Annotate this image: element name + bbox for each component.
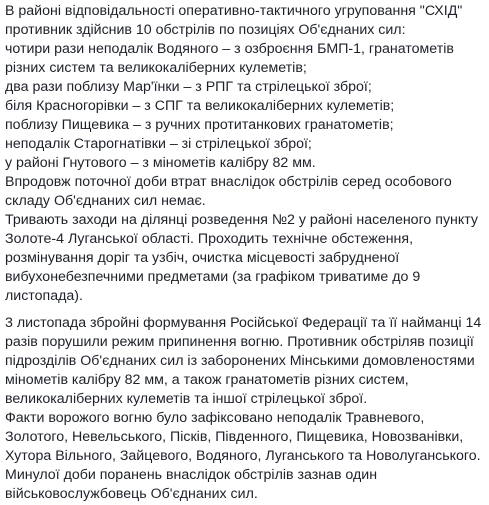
text-line: В районі відповідальності оперативно-тактичного угруповання "СХІД": [5, 3, 463, 19]
text-line: Золотого, Невельського, Пісків, Південного, Пищевика, Новозванівки,: [5, 429, 464, 445]
text-line: два рази поблизу Мар'їнки – з РПГ та стрілецької зброї;: [5, 79, 372, 95]
paragraph-gap: [5, 306, 483, 314]
text-line: Хутора Вільного, Зайцевого, Водяного, Луганського та Новолуганського.: [5, 448, 481, 464]
text-line: Впродовж поточної доби втрат внаслідок обстрілів серед особового: [5, 174, 452, 190]
text-line: вибухонебезпечними предметами (за графіком триватиме до 9: [5, 269, 421, 285]
text-line: у районі Гнутового – з мінометів калібру 82 мм.: [5, 155, 316, 171]
text-line: різних систем та великокаліберних кулеметів;: [5, 60, 307, 76]
text-line: неподалік Старогнатівки – зі стрілецької зброї;: [5, 136, 312, 152]
text-line: розмінування доріг та узбіч, очистка місцевості забрудненої: [5, 250, 400, 266]
text-line: листопада).: [5, 288, 83, 304]
text-line: Факти ворожого вогню було зафіксовано неподалік Травневого,: [5, 410, 425, 426]
text-line: складу Об'єднаних сил немає.: [5, 193, 206, 209]
paragraph-ceasefire-violations-report: [5, 314, 483, 504]
text-line: підрозділів Об'єднаних сил із заборонених Мінськими домовленостями: [5, 353, 475, 369]
text-line: поблизу Пищевика – з ручних протитанкових гранатометів;: [5, 117, 394, 133]
text-line: Тривають заходи на ділянці розведення №2 у районі населеного пункту: [5, 212, 478, 228]
text-line: Золоте-4 Луганської області. Проходить технічне обстеження,: [5, 231, 414, 247]
text-line: військовослужбовець Об'єднаних сил.: [5, 486, 258, 502]
text-line: мінометів калібру 82 мм, а також гранатометів різних систем,: [5, 372, 409, 388]
text-line: біля Красногорівки – з СПГ та великокаліберних кулеметів;: [5, 98, 395, 114]
text-line: 3 листопада збройні формування Російської Федерації та її найманці 14: [5, 315, 482, 331]
paragraph-east-grouping-shelling-report: [5, 2, 483, 306]
text-line: противник здійснив 10 обстрілів по позиціях Об'єднаних сил:: [5, 22, 406, 38]
text-line: Минулої доби поранень внаслідок обстрілів зазнав один: [5, 467, 378, 483]
text-line: чотири рази неподалік Водяного – з озброєння БМП-1, гранатометів: [5, 41, 454, 57]
text-line: великокаліберних кулеметів та іншої стрілецької зброї.: [5, 391, 368, 407]
text-line: разів порушили режим припинення вогню. Противник обстріляв позиції: [5, 334, 474, 350]
